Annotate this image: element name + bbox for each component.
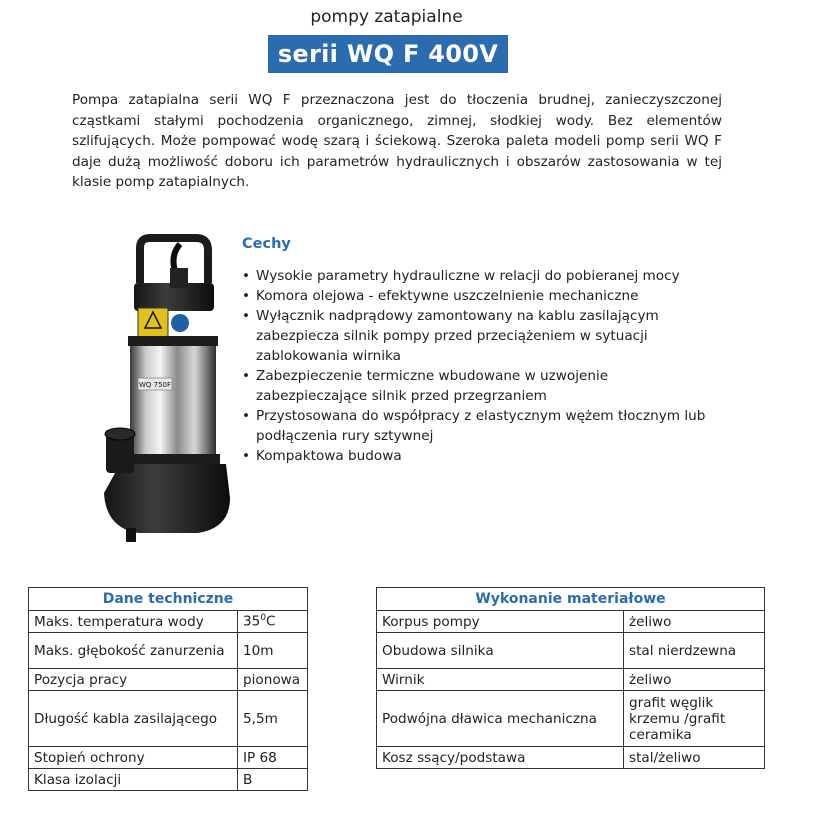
tech-value: 10m [238,633,308,669]
tech-value: $35^0C$ [238,611,308,633]
feature-item: • Przystosowana do współpracy z elastycznym wężem tłocznym lub podłączenia rury sztywnej [242,406,722,446]
features-title: Cechy [242,236,291,252]
material-value: żeliwo [624,669,765,691]
tech-label: Stopień ochrony [29,747,238,769]
material-label: Kosz ssący/podstawa [377,747,624,769]
pump-model-label: WQ 750F [138,381,172,389]
pump-image [98,228,238,548]
feature-item: • Wysokie parametry hydrauliczne w relacji do pobieranej mocy [242,266,722,286]
material-label: Podwójna dławica mechaniczna [377,691,624,747]
material-value: żeliwo [624,611,765,633]
feature-item: • Komora olejowa - efektywne uszczelnienie mechaniczne [242,286,722,306]
page-title: serii WQ F 400V [268,35,508,73]
feature-item: • Kompaktowa budowa [242,446,722,466]
tech-label: Maks. głębokość zanurzenia [29,633,238,669]
page-subtitle: pompy zatapialne [310,7,463,27]
material-label: Obudowa silnika [377,633,624,669]
intro-paragraph: Pompa zatapialna serii WQ F przeznaczona jest do tłoczenia brudnej, zanieczyszczonej cząstkami stałymi pochodzenia organicznego, zimnej, słodkiej wody. Bez elementów szlifujących. Może pompować wodę szarą i ściekową. Szeroka paleta modeli pomp serii WQ F daje dużą możliwość doboru ich parametrów hydraulicznych i obszarów zastosowania w tej klasie pomp zatapialnych. [72,92,722,190]
material-value: stal/żeliwo [624,747,765,769]
tech-value: IP 68 [238,747,308,769]
material-table-title: Wykonanie materiałowe [377,588,765,611]
material-label: Wirnik [377,669,624,691]
tech-value: pionowa [238,669,308,691]
tech-label: Klasa izolacji [29,769,238,791]
tech-label: Pozycja pracy [29,669,238,691]
material-label: Korpus pompy [377,611,624,633]
tech-label: Długość kabla zasilającego [29,691,238,747]
tech-table-title: Dane techniczne [29,588,308,611]
tech-value: 5,5m [238,691,308,747]
material-value: stal nierdzewna [624,633,765,669]
features-list [242,266,722,466]
tech-value: B [238,769,308,791]
feature-item: • Zabezpieczenie termiczne wbudowane w uzwojenie zabezpieczające silnik przed przegrzaniem [242,366,722,406]
feature-item: • Wyłącznik nadprądowy zamontowany na kablu zasilającym zabezpiecza silnik pompy przed przeciążeniem w sytuacji zablokowania wirnika [242,306,722,366]
material-value: grafit węglik krzemu /grafit ceramika [624,691,765,747]
tech-label: Maks. temperatura wody [29,611,238,633]
tech-data-table [28,587,308,791]
material-table [376,587,765,769]
